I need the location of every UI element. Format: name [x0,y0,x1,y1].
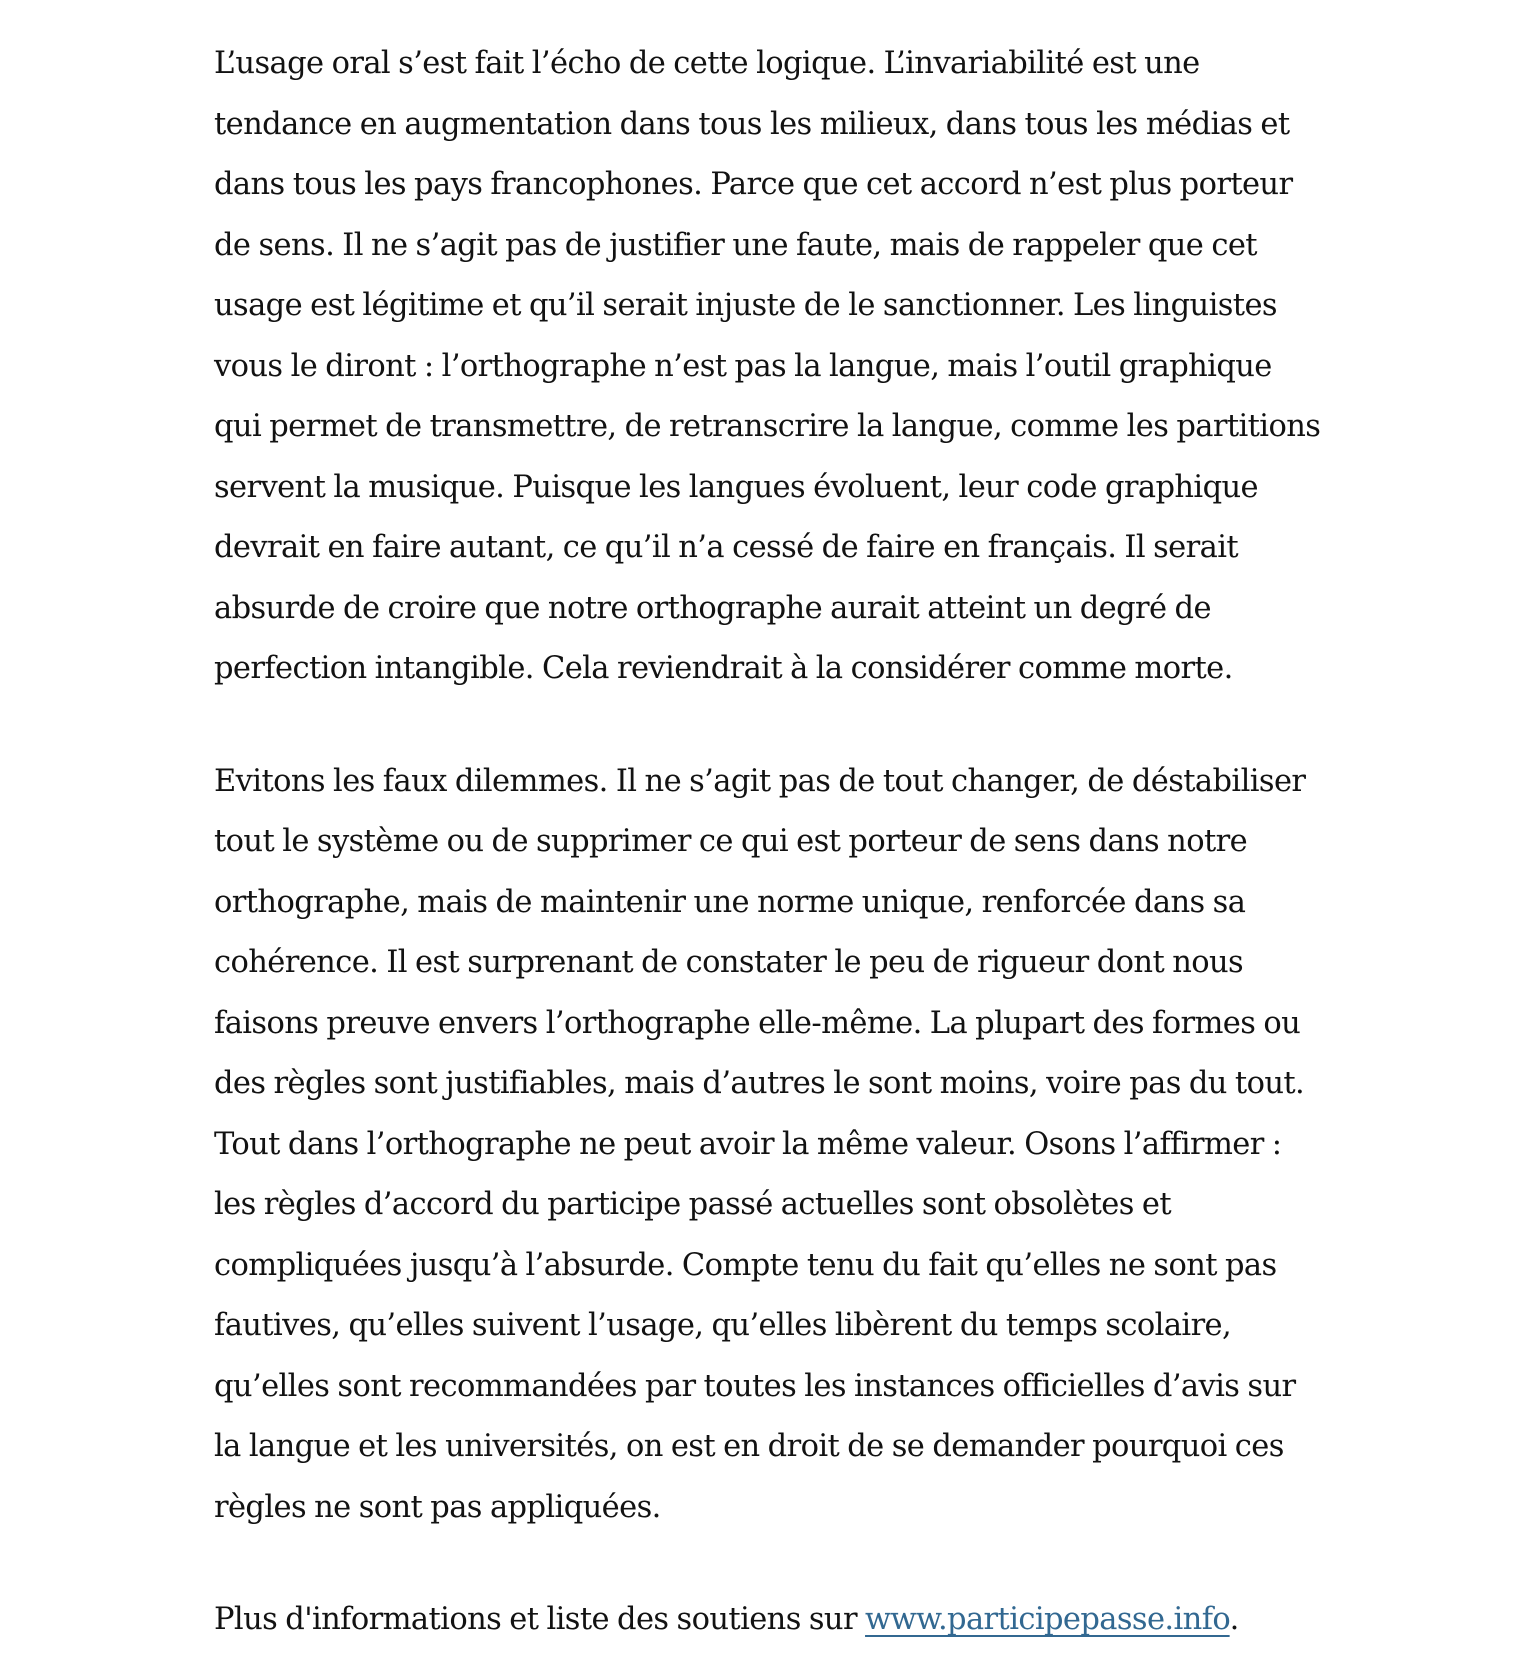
footer-suffix: . [1229,1602,1239,1637]
line: perfection intangible. Cela reviendrait à la considérer comme morte. [214,651,1233,686]
line: qu’elles sont recommandées par toutes les instances officielles d’avis sur [214,1368,1296,1404]
line: règles ne sont pas appliquées. [214,1489,661,1525]
line: les règles d’accord du participe passé actuelles sont obsolètes et [214,1187,1172,1222]
line: absurde de croire que notre orthographe aurait atteint un degré de [214,590,1211,626]
line: fautives, qu’elles suivent l’usage, qu’elles libèrent du temps scolaire, [214,1308,1232,1343]
line: des règles sont justifiables, mais d’autres le sont moins, voire pas du tout. [214,1066,1305,1101]
footer-paragraph [214,1590,1330,1651]
line: qui permet de transmettre, de retranscrire la langue, comme les partitions [214,409,1321,444]
line: la langue et les universités, on est en droit de se demander pourquoi ces [214,1429,1284,1464]
line: orthographe, mais de maintenir une norme unique, renforcée dans sa [214,884,1246,920]
article-body [214,34,1330,1651]
footer-prefix: Plus d'informations et liste des soutiens sur [214,1602,866,1637]
paragraph-1 [214,34,1330,700]
participepasse-link[interactable]: www.participepasse.info [865,1602,1230,1637]
paragraph-2 [214,752,1330,1539]
line: vous le diront : l’orthographe n’est pas la langue, mais l’outil graphique [214,348,1272,384]
line: faisons preuve envers l’orthographe elle-même. La plupart des formes ou [214,1005,1301,1041]
line: Tout dans l’orthographe ne peut avoir la même valeur. Osons l’affirmer : [214,1126,1282,1162]
line: servent la musique. Puisque les langues évoluent, leur code graphique [214,469,1258,505]
line: L’usage oral s’est fait l’écho de cette logique. L’invariabilité est une [214,46,1200,81]
line: tout le système ou de supprimer ce qui est porteur de sens dans notre [214,824,1248,859]
line: usage est légitime et qu’il serait injuste de le sanctionner. Les linguistes [214,288,1277,323]
line: tendance en augmentation dans tous les milieux, dans tous les médias et [214,106,1290,142]
line: compliquées jusqu’à l’absurde. Compte tenu du fait qu’elles ne sont pas [214,1247,1277,1283]
line: cohérence. Il est surprenant de constater le peu de rigueur dont nous [214,945,1244,980]
line: de sens. Il ne s’agit pas de justifier une faute, mais de rappeler que cet [214,227,1257,263]
line: dans tous les pays francophones. Parce que cet accord n’est plus porteur [214,167,1293,202]
line: devrait en faire autant, ce qu’il n’a cessé de faire en français. Il serait [214,530,1239,565]
line: Evitons les faux dilemmes. Il ne s’agit pas de tout changer, de déstabiliser [214,763,1306,799]
